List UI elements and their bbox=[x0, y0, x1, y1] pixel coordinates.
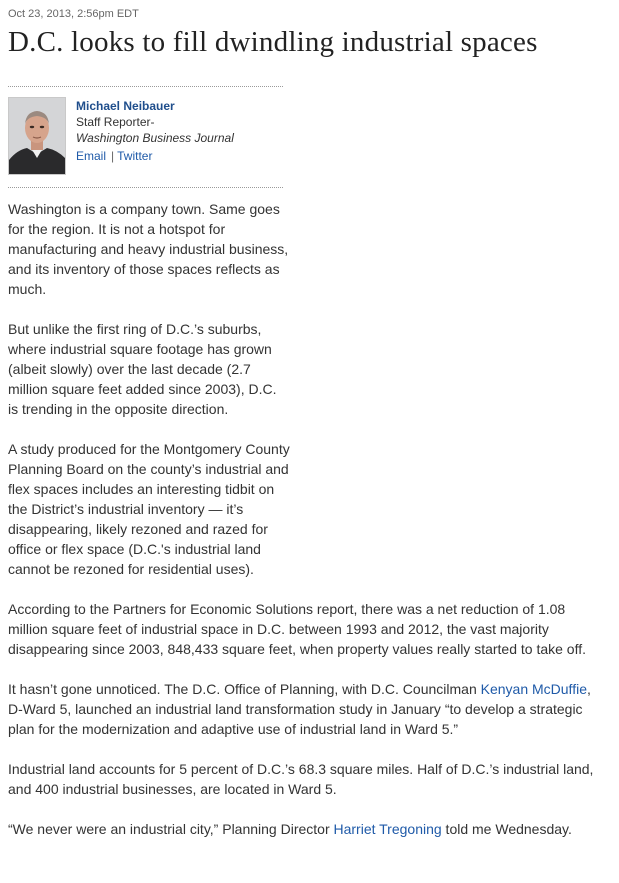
article-body bbox=[8, 199, 608, 859]
author-portrait-image bbox=[9, 98, 65, 174]
article-paragraph-3: A study produced for the Montgomery County Planning Board on the county’s industrial and flex spaces includes an interesting tidbit on the District’s industrial inventory — it’s disappearing, likely rezoned and razed for office or flex space (D.C.'s industrial land cannot be rezoned for residential uses). bbox=[8, 441, 290, 577]
email-link[interactable]: Email bbox=[76, 149, 107, 163]
twitter-link[interactable]: Twitter bbox=[117, 149, 153, 163]
author-contact-links bbox=[76, 148, 234, 164]
kenyan-mcduffie-link[interactable]: Kenyan McDuffie bbox=[480, 681, 587, 697]
article-paragraph-6: Industrial land accounts for 5 percent of D.C.’s 68.3 square miles. Half of D.C.’s industrial land, and 400 industrial businesses, are located in Ward 5. bbox=[8, 761, 594, 797]
author-name[interactable]: Michael Neibauer bbox=[76, 99, 175, 113]
article-paragraph-7 bbox=[8, 819, 608, 839]
author-publication: Washington Business Journal bbox=[76, 131, 234, 145]
author-photo bbox=[8, 97, 66, 175]
author-byline bbox=[76, 98, 234, 164]
article-paragraph-1: Washington is a company town. Same goes for the region. It is not a hotspot for manufacturing and heavy industrial business, and its inventory of those spaces reflects as much. bbox=[8, 201, 289, 297]
paragraph-5-text-end: , D-Ward 5, launched an industrial land transformation study in January “to develop a strategic plan for the modernization and adaptive use of industrial land in Ward 5.” bbox=[8, 681, 591, 737]
article-dateline: Oct 23, 2013, 2:56pm EDT bbox=[8, 8, 139, 20]
author-role: Staff Reporter- bbox=[76, 115, 155, 129]
article-paragraph-4: According to the Partners for Economic Solutions report, there was a net reduction of 1.08 million square feet of industrial space in D.C. between 1993 and 2012, the vast majority disappearing since 2003, 848,433 square feet, when property values really started to take off. bbox=[8, 601, 586, 657]
article-paragraph-2: But unlike the first ring of D.C.’s suburbs, where industrial square footage has grown (albeit slowly) over the last decade (2.7 million square feet added since 2003), D.C. is trending in the opposite direction. bbox=[8, 321, 277, 417]
paragraph-7-text-start: “We never were an industrial city,” Planning Director bbox=[8, 821, 334, 837]
divider-top bbox=[8, 86, 283, 87]
article-headline: D.C. looks to fill dwindling industrial spaces bbox=[8, 26, 538, 58]
paragraph-7-text-end: told me Wednesday. bbox=[441, 821, 572, 837]
contact-separator: | bbox=[111, 149, 115, 163]
harriet-tregoning-link[interactable]: Harriet Tregoning bbox=[333, 821, 442, 837]
article-paragraph-5 bbox=[8, 679, 608, 739]
divider-bottom bbox=[8, 187, 283, 188]
paragraph-5-text-start: It hasn’t gone unnoticed. The D.C. Office of Planning, with D.C. Councilman bbox=[8, 681, 481, 697]
